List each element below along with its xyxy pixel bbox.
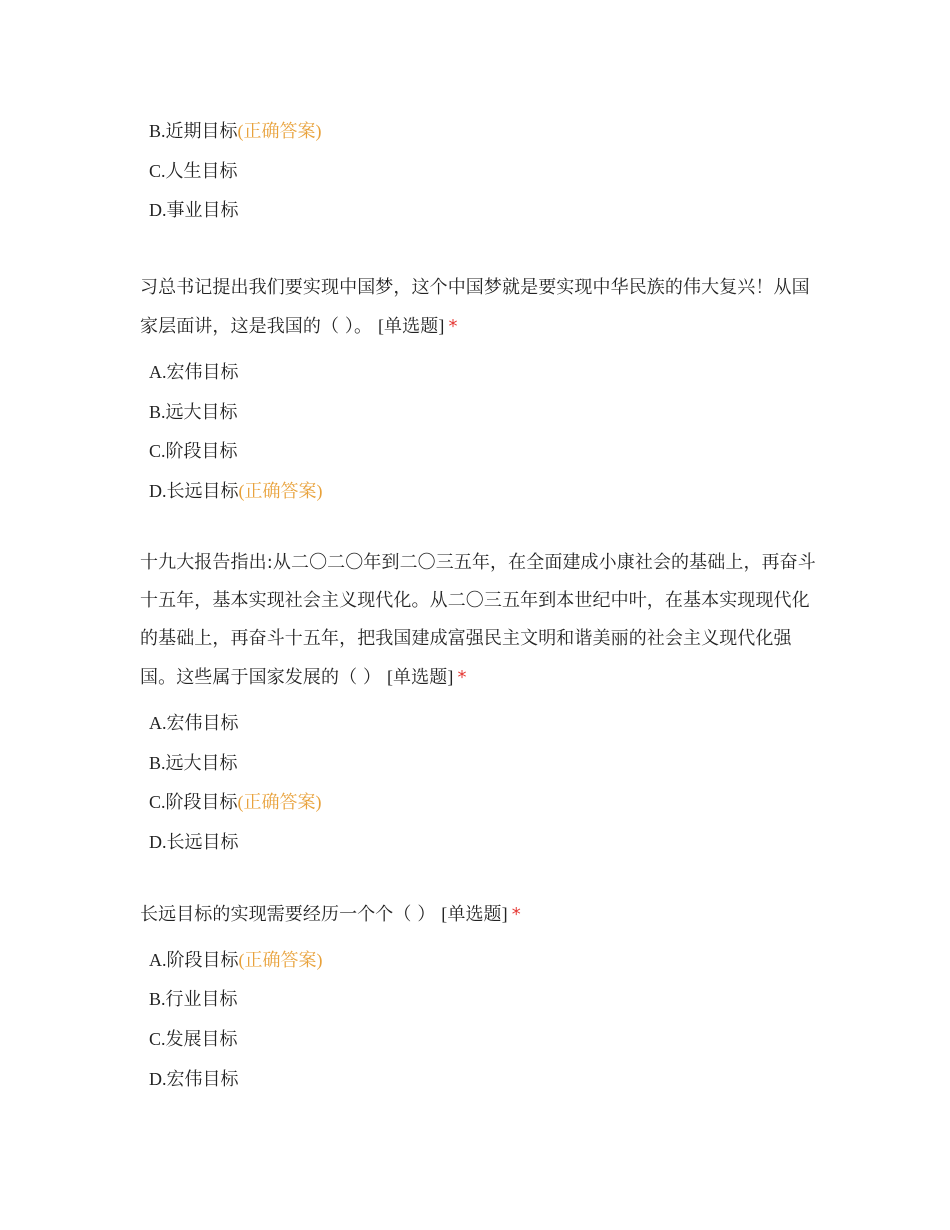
option-b [140, 744, 820, 784]
option-text: 阶段目标 [165, 441, 238, 463]
question-stem: 习总书记提出我们要实现中国梦，这个中国梦就是要实现中华民族的伟大复兴！从国家层面讲，这是我国的（ ）。 [140, 277, 810, 338]
option-a [140, 704, 820, 744]
required-mark: * [448, 316, 458, 338]
option-c [140, 783, 820, 823]
option-c [140, 432, 820, 472]
option-d [140, 472, 820, 512]
required-mark: * [457, 666, 467, 688]
option-text: 长远目标 [166, 481, 239, 503]
question-1 [140, 112, 820, 231]
option-c [140, 152, 820, 192]
option-text: 事业目标 [166, 200, 239, 222]
option-text: 阶段目标 [165, 792, 238, 814]
option-letter: A. [149, 712, 167, 733]
option-a [140, 941, 820, 981]
option-text: 人生目标 [165, 160, 238, 182]
option-c [140, 1020, 820, 1060]
option-letter: C. [149, 160, 166, 181]
option-d [140, 823, 820, 863]
option-letter: B. [149, 989, 166, 1010]
correct-answer-tag: (正确答案) [238, 481, 323, 503]
required-mark: * [511, 903, 521, 925]
option-letter: A. [149, 949, 167, 970]
question-4 [140, 895, 820, 1100]
option-text: 宏伟目标 [166, 1068, 239, 1090]
option-letter: D. [149, 481, 167, 502]
option-a [140, 353, 820, 393]
question-stem: 十九大报告指出:从二〇二〇年到二〇三五年，在全面建成小康社会的基础上，再奋斗十五年，基本实现社会主义现代化。从二〇三五年到本世纪中叶，在基本实现现代化的基础上，再奋斗十五年，把我国建成富强民主文明和谐美丽的社会主义现代化强国。这些属于国家发展的（ ） [140, 551, 816, 688]
option-b [140, 393, 820, 433]
option-letter: D. [149, 1068, 167, 1089]
option-text: 阶段目标 [166, 949, 239, 971]
option-text: 近期目标 [165, 121, 238, 142]
correct-answer-tag: (正确答案) [237, 121, 322, 142]
option-b [140, 112, 820, 152]
option-letter: C. [149, 441, 166, 462]
question-text [140, 544, 820, 697]
question-2 [140, 269, 820, 512]
option-text: 长远目标 [166, 831, 239, 853]
option-letter: B. [149, 752, 166, 773]
question-3 [140, 544, 820, 863]
option-text: 宏伟目标 [166, 712, 239, 734]
option-letter: D. [149, 200, 167, 221]
option-text: 发展目标 [165, 1028, 238, 1050]
option-letter: A. [149, 362, 167, 383]
option-text: 宏伟目标 [166, 362, 239, 384]
question-type-label: [单选题] [377, 316, 445, 337]
option-d [140, 1060, 820, 1100]
option-text: 行业目标 [165, 989, 238, 1011]
option-text: 远大目标 [165, 401, 238, 423]
option-b [140, 980, 820, 1020]
correct-answer-tag: (正确答案) [237, 792, 322, 814]
question-text [140, 895, 820, 934]
correct-answer-tag: (正确答案) [238, 949, 323, 971]
option-letter: B. [149, 401, 166, 422]
option-letter: B. [149, 121, 166, 141]
option-letter: C. [149, 792, 166, 813]
question-text [140, 269, 820, 346]
option-letter: C. [149, 1028, 166, 1049]
survey-answer-sheet [140, 112, 820, 1131]
question-type-label: [单选题] [386, 666, 454, 687]
question-type-label: [单选题] [441, 903, 508, 924]
option-letter: D. [149, 831, 167, 852]
question-stem: 长远目标的实现需要经历一个个（ ） [140, 903, 436, 925]
option-d [140, 191, 820, 231]
option-text: 远大目标 [165, 752, 238, 774]
